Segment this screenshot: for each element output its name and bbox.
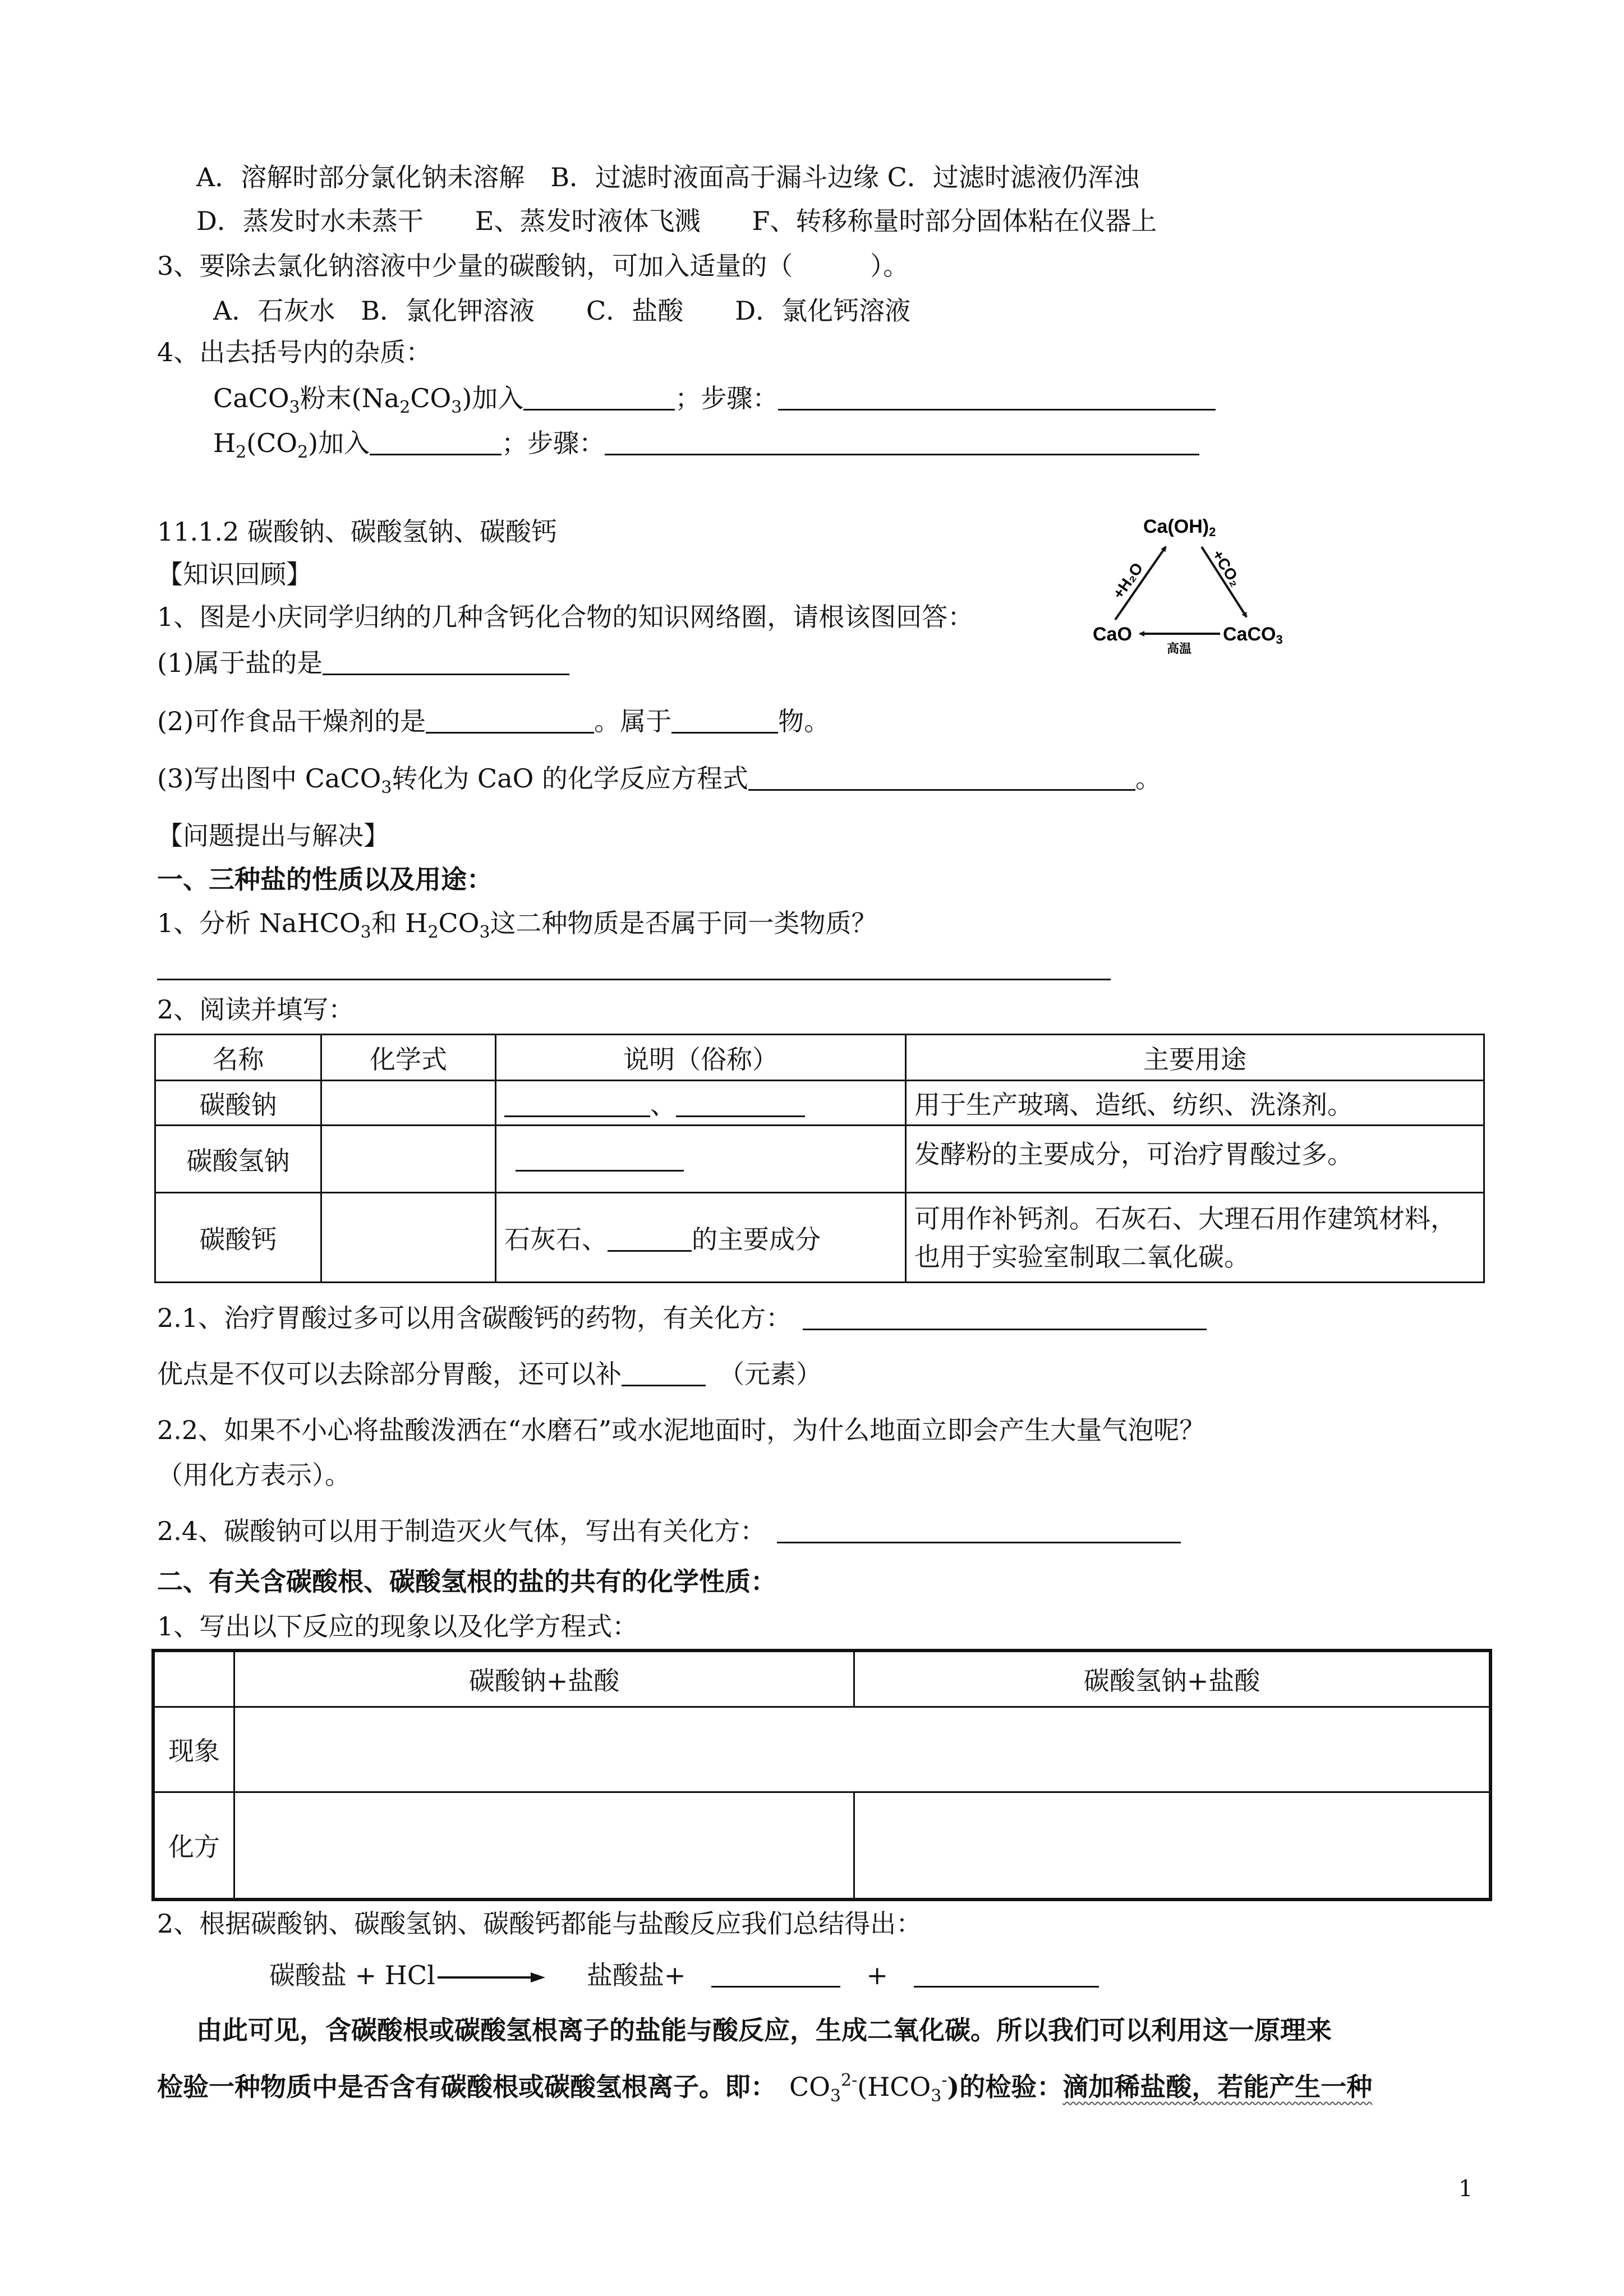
q3-options: A．石灰水 B．氯化钾溶液 C．盐酸 D．氯化钙溶液 (213, 296, 911, 326)
answer-line[interactable] (157, 979, 1111, 980)
q4-item1: CaCO$_3$粉末$(Na_2CO_3)$加入 ；步骤： (213, 381, 1216, 425)
review-heading: 【知识回顾】 (157, 559, 312, 589)
answer-cell[interactable] (321, 1193, 496, 1283)
answer-blank[interactable] (803, 1304, 1207, 1330)
table-row: 碳酸钠 、 用于生产玻璃、造纸、纺织、洗涤剂。 (155, 1081, 1484, 1126)
table-header: 说明（俗称） (496, 1035, 906, 1081)
answer-blank[interactable] (608, 1225, 692, 1252)
answer-blank[interactable] (777, 1517, 1181, 1543)
reaction-arrow-icon (435, 1969, 548, 1986)
q2-1-benefit: 优点是不仅可以去除部分胃酸，还可以补 （元素） (157, 1359, 822, 1389)
reaction-table (151, 1649, 1492, 1901)
table-row: 碳酸氢钠 发酵粉的主要成分，可治疗胃酸过多。 (155, 1126, 1484, 1193)
problem-q1: 1、分析 NaHCO$_3$和 $H_2CO_3$这二种物质是否属于同一类物质？ (157, 908, 877, 942)
diagram-label-high-temp: 高温 (1167, 642, 1192, 656)
q2-options-line2: D．蒸发时水未蒸干 E、蒸发时液体飞溅 F、转移称量时部分固体粘在仪器上 (196, 206, 1157, 236)
answer-blank[interactable] (605, 429, 1199, 455)
problem-heading: 【问题提出与解决】 (157, 820, 389, 851)
q4-stem: 4、出去括号内的杂质： (157, 337, 432, 367)
table-header: 名称 (155, 1035, 321, 1081)
q3-stem: 3、要除去氯化钠溶液中少量的碳酸钠，可加入适量的（ ）。 (157, 251, 909, 281)
review-q1-2: (2)可作食品干燥剂的是 。属于 物。 (157, 706, 830, 736)
answer-blank[interactable] (504, 1091, 650, 1117)
answer-cell[interactable] (234, 1792, 854, 1899)
table-row: 现象 (153, 1707, 1490, 1792)
q2-options-line1: A．溶解时部分氯化钠未溶解 B．过滤时液面高于漏斗边缘 C．过滤时滤液仍浑浊 (196, 162, 1139, 192)
diagram-node-cao: CaO (1093, 624, 1132, 645)
answer-blank[interactable] (370, 429, 502, 455)
answer-blank[interactable] (523, 384, 675, 411)
q2-1: 2.1、治疗胃酸过多可以用含碳酸钙的药物，有关化方： (157, 1301, 1207, 1335)
answer-blank[interactable] (622, 1360, 706, 1386)
answer-cell[interactable] (234, 1707, 1491, 1792)
conclusion-line1: 由此可见，含碳酸根或碳酸氢根离子的盐能与酸反应，生成二氧化碳。所以我们可以利用这一原理来 (196, 2015, 1332, 2045)
review-q1: 1、图是小庆同学归纳的几种含钙化合物的知识网络圈，请根该图回答： (157, 602, 974, 632)
problem-q2: 2、阅读并填写： (157, 994, 355, 1025)
table-row: 化方 (153, 1792, 1490, 1899)
q4-item2: $H_2(CO_2)$加入 ；步骤： (213, 426, 1199, 469)
answer-blank[interactable] (676, 1091, 805, 1117)
page-number: 1 (1459, 2176, 1473, 2202)
section-title: 11.1.2 碳酸钠、碳酸氢钠、碳酸钙 (157, 517, 557, 547)
diagram-node-caoh2: Ca(OH)2 (1143, 516, 1216, 539)
answer-cell[interactable] (321, 1126, 496, 1193)
answer-blank[interactable] (516, 1145, 684, 1172)
review-q1-3: (3)写出图中 CaCO$_3$转化为 CaO 的化学反应方程式 。 (157, 763, 1161, 797)
salt-properties-table (154, 1034, 1485, 1283)
answer-blank[interactable] (323, 649, 569, 675)
answer-blank[interactable] (711, 1961, 840, 1988)
answer-cell[interactable] (321, 1081, 496, 1126)
table-row: 碳酸钙 石灰石、 的主要成分 可用作补钙剂。石灰石、大理石用作建筑材料， 也用于实验室制取二氧化碳。 (155, 1193, 1484, 1283)
summary-stem: 2、根据碳酸钠、碳酸氢钠、碳酸钙都能与盐酸反应我们总结得出： (157, 1908, 922, 1939)
answer-blank[interactable] (671, 707, 778, 734)
answer-blank[interactable] (426, 707, 594, 734)
answer-blank[interactable] (914, 1961, 1099, 1988)
answer-blank[interactable] (778, 384, 1216, 411)
calcium-compound-diagram (1077, 505, 1301, 662)
diagram-node-caco3: CaCO3 (1223, 624, 1283, 647)
table-header: 化学式 (321, 1035, 496, 1081)
conclusion-line2: 检验一种物质中是否含有碳酸根或碳酸氢根离子。即： $CO_3^{2-}(HCO_3^-)$的检验：滴加稀盐酸，若能产生一种 (157, 2071, 1373, 2106)
q2-2-note: （用化方表示）。 (157, 1460, 351, 1490)
q2-2: 2.2、如果不小心将盐酸泼洒在“水磨石”或水泥地面时，为什么地面立即会产生大量气泡呢？ (157, 1415, 1206, 1445)
review-q1-1: (1)属于盐的是 (157, 646, 569, 680)
table-header: 碳酸钠+盐酸 (234, 1650, 854, 1707)
q2-4: 2.4、碳酸钠可以用于制造灭火气体，写出有关化方： (157, 1514, 1181, 1548)
answer-blank[interactable] (748, 764, 1135, 791)
part1-title: 一、三种盐的性质以及用途： (157, 864, 493, 895)
summary-equation: 碳酸盐 + HCl 盐酸盐+ + (269, 1958, 1099, 1992)
table-header: 碳酸氢钠+盐酸 (854, 1650, 1491, 1707)
diagram-label-h2o: +H₂O (1109, 559, 1147, 602)
diagram-label-co2: +CO₂ (1208, 546, 1245, 590)
table-header: 主要用途 (906, 1035, 1484, 1081)
part2-title: 二、有关含碳酸根、碳酸氢根的盐的共有的化学性质： (157, 1566, 776, 1597)
part2-q1: 1、写出以下反应的现象以及化学方程式： (157, 1611, 638, 1642)
answer-cell[interactable] (854, 1792, 1491, 1899)
